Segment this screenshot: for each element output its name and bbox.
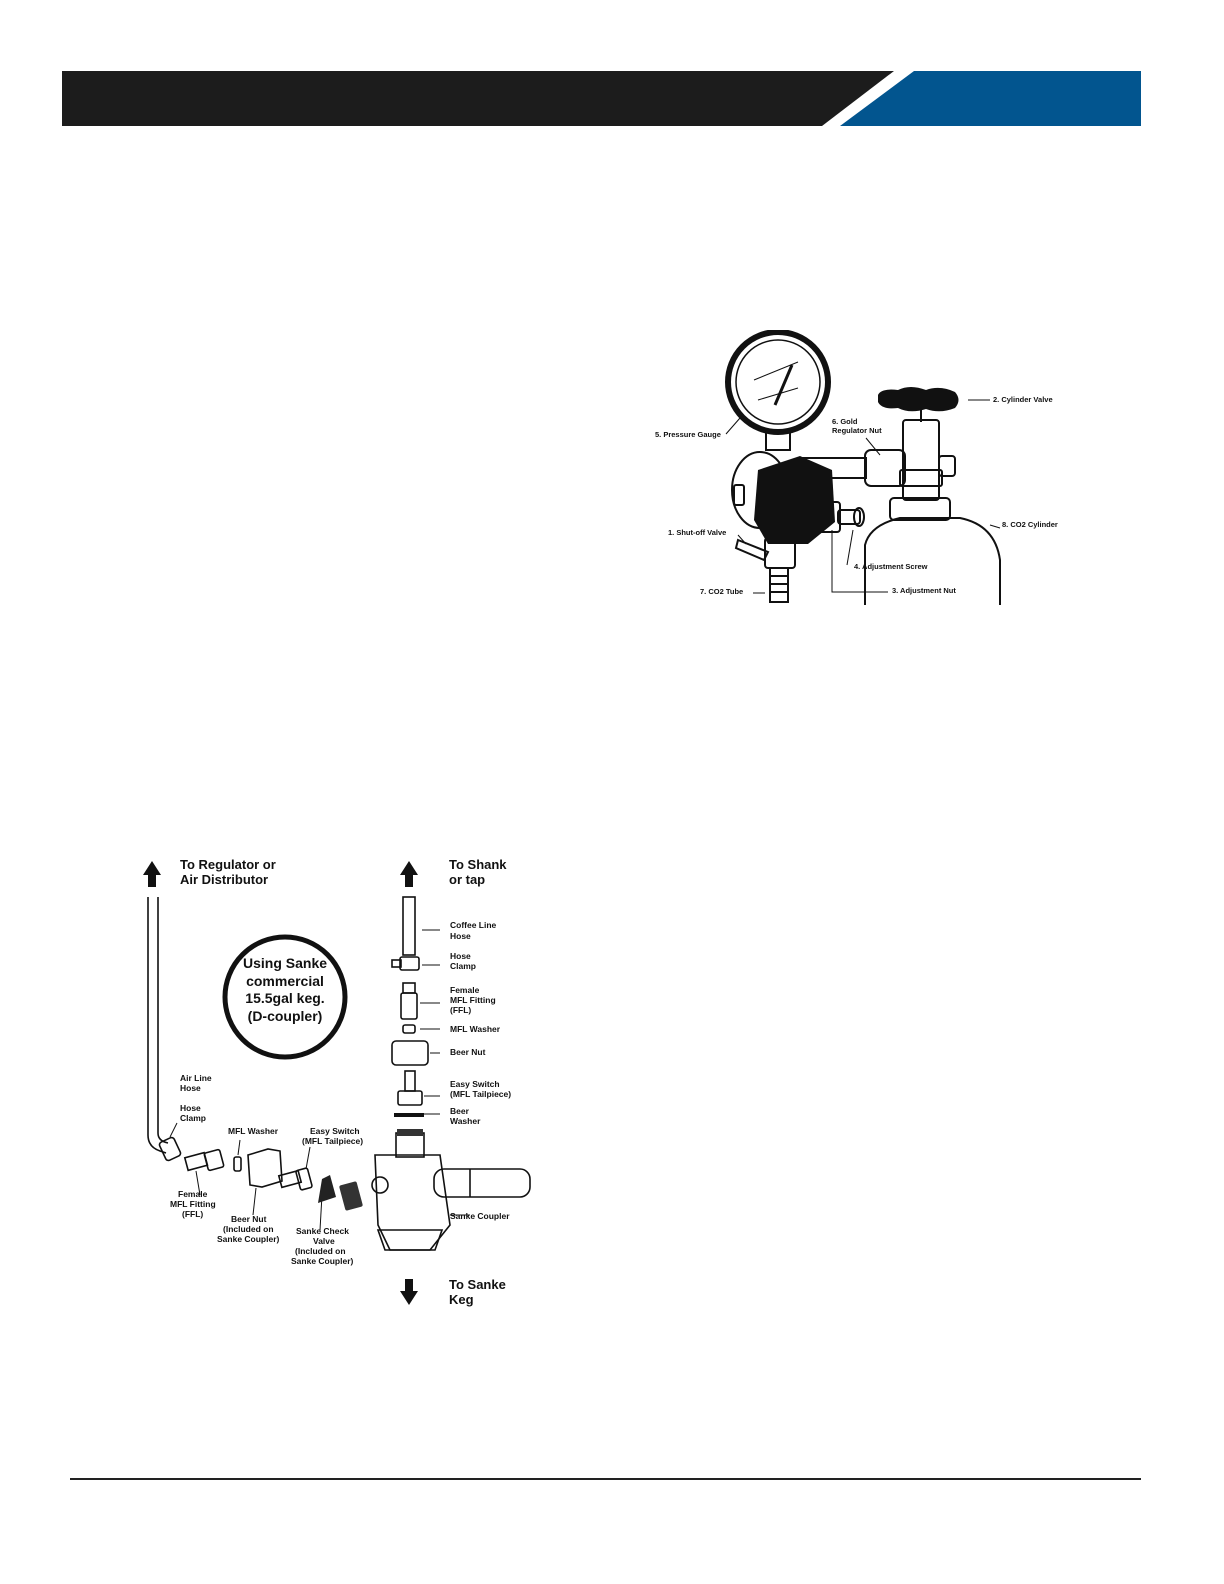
label-female-mfl-right-2: MFL Fitting bbox=[450, 995, 496, 1005]
label-gold-nut-line2: Regulator Nut bbox=[832, 426, 882, 435]
female-mfl-right bbox=[403, 983, 415, 993]
beer-washer-ring bbox=[394, 1113, 424, 1117]
label-female-mfl-right-3: (FFL) bbox=[450, 1005, 472, 1015]
to-regulator-line2: Air Distributor bbox=[180, 872, 269, 887]
label-beer-washer-1: Beer bbox=[450, 1106, 469, 1116]
to-shank-line2: or tap bbox=[449, 872, 486, 887]
regulator-bonnet bbox=[754, 456, 835, 544]
sanke-check-valve bbox=[318, 1175, 336, 1203]
to-regulator-line1: To Regulator or bbox=[180, 857, 276, 872]
shutoff-valve-handle bbox=[736, 540, 768, 560]
pressure-gauge-bezel bbox=[728, 332, 828, 432]
cylinder-valve-body bbox=[903, 420, 939, 500]
easy-switch-right bbox=[405, 1071, 415, 1091]
beer-nut-right bbox=[392, 1041, 428, 1065]
label-co2-tube: 7. CO2 Tube bbox=[700, 587, 744, 596]
sanke-coupler-body bbox=[375, 1155, 450, 1250]
label-air-line-hose-2: Hose bbox=[180, 1083, 201, 1093]
label-cylinder-valve: 2. Cylinder Valve bbox=[993, 395, 1053, 404]
label-sanke-check-4: Sanke Coupler) bbox=[291, 1256, 354, 1266]
label-co2-cylinder: 8. CO2 Cylinder bbox=[1002, 520, 1058, 529]
label-hose-clamp-left-1: Hose bbox=[180, 1103, 201, 1113]
label-mfl-washer-right: MFL Washer bbox=[450, 1024, 501, 1034]
label-easy-switch-left-2: (MFL Tailpiece) bbox=[302, 1136, 364, 1146]
header-dark-bar bbox=[62, 71, 894, 126]
badge-line-2: commercial bbox=[246, 972, 324, 989]
label-sanke-coupler: Sanke Coupler bbox=[450, 1211, 510, 1221]
arrow-up-right bbox=[400, 861, 418, 887]
coupler-handle bbox=[434, 1169, 530, 1197]
label-sanke-check-2: Valve bbox=[313, 1236, 335, 1246]
label-hose-clamp-left-2: Clamp bbox=[180, 1113, 206, 1123]
badge-text bbox=[225, 955, 345, 1025]
label-beer-washer-2: Washer bbox=[450, 1116, 481, 1126]
footer-rule bbox=[70, 1478, 1141, 1480]
arrow-down bbox=[400, 1279, 418, 1305]
label-beer-nut-right: Beer Nut bbox=[450, 1047, 486, 1057]
label-air-line-hose-1: Air Line bbox=[180, 1073, 212, 1083]
label-mfl-washer-left: MFL Washer bbox=[228, 1126, 279, 1136]
label-female-mfl-left-3: (FFL) bbox=[182, 1209, 204, 1219]
header-accent-bar bbox=[840, 71, 1141, 126]
coffee-line-hose bbox=[403, 897, 415, 955]
adjustment-screw-shape bbox=[838, 510, 860, 524]
air-line-hose bbox=[148, 897, 166, 1153]
label-beer-nut-left-1: Beer Nut bbox=[231, 1214, 267, 1224]
label-female-mfl-left-2: MFL Fitting bbox=[170, 1199, 216, 1209]
mfl-washer-right bbox=[403, 1025, 415, 1033]
label-sanke-check-1: Sanke Check bbox=[296, 1226, 349, 1236]
beer-nut-left bbox=[248, 1149, 282, 1187]
badge-line-3: 15.5gal keg. bbox=[245, 990, 325, 1006]
label-hose-clamp-right-1: Hose bbox=[450, 951, 471, 961]
label-easy-switch-right-1: Easy Switch bbox=[450, 1079, 500, 1089]
hose-clamp-right bbox=[400, 957, 419, 970]
to-keg-line1: To Sanke bbox=[449, 1277, 506, 1292]
coupler-probe bbox=[339, 1181, 363, 1211]
label-hose-clamp-right-2: Clamp bbox=[450, 961, 476, 971]
label-sanke-check-3: (Included on bbox=[295, 1246, 346, 1256]
label-easy-switch-left-1: Easy Switch bbox=[310, 1126, 360, 1136]
label-female-mfl-left-1: Female bbox=[178, 1189, 208, 1199]
label-adjustment-nut: 3. Adjustment Nut bbox=[892, 586, 956, 595]
to-keg-line2: Keg bbox=[449, 1292, 474, 1307]
cylinder-handwheel bbox=[878, 387, 959, 411]
header-band bbox=[62, 71, 1141, 126]
arrow-up-left bbox=[143, 861, 161, 887]
cylinder-collar bbox=[890, 498, 950, 520]
label-gold-nut-line1: 6. Gold bbox=[832, 417, 858, 426]
label-coffee-line-hose-2: Hose bbox=[450, 931, 471, 941]
label-shutoff-valve: 1. Shut-off Valve bbox=[668, 528, 727, 537]
badge-line-1: Using Sanke bbox=[242, 955, 328, 971]
mfl-washer-left bbox=[234, 1157, 241, 1171]
label-adjustment-screw: 4. Adjustment Screw bbox=[854, 562, 928, 571]
label-pressure-gauge: 5. Pressure Gauge bbox=[655, 430, 721, 439]
coupler-diagram bbox=[130, 855, 535, 1315]
to-shank-line1: To Shank bbox=[449, 857, 507, 872]
label-female-mfl-right-1: Female bbox=[450, 985, 480, 995]
label-coffee-line-hose-1: Coffee Line bbox=[450, 920, 497, 930]
regulator-diagram bbox=[650, 330, 1070, 605]
label-easy-switch-right-2: (MFL Tailpiece) bbox=[450, 1089, 512, 1099]
badge-line-4: (D-coupler) bbox=[247, 1007, 323, 1024]
label-beer-nut-left-2: (Included on bbox=[223, 1224, 274, 1234]
label-beer-nut-left-3: Sanke Coupler) bbox=[217, 1234, 280, 1244]
